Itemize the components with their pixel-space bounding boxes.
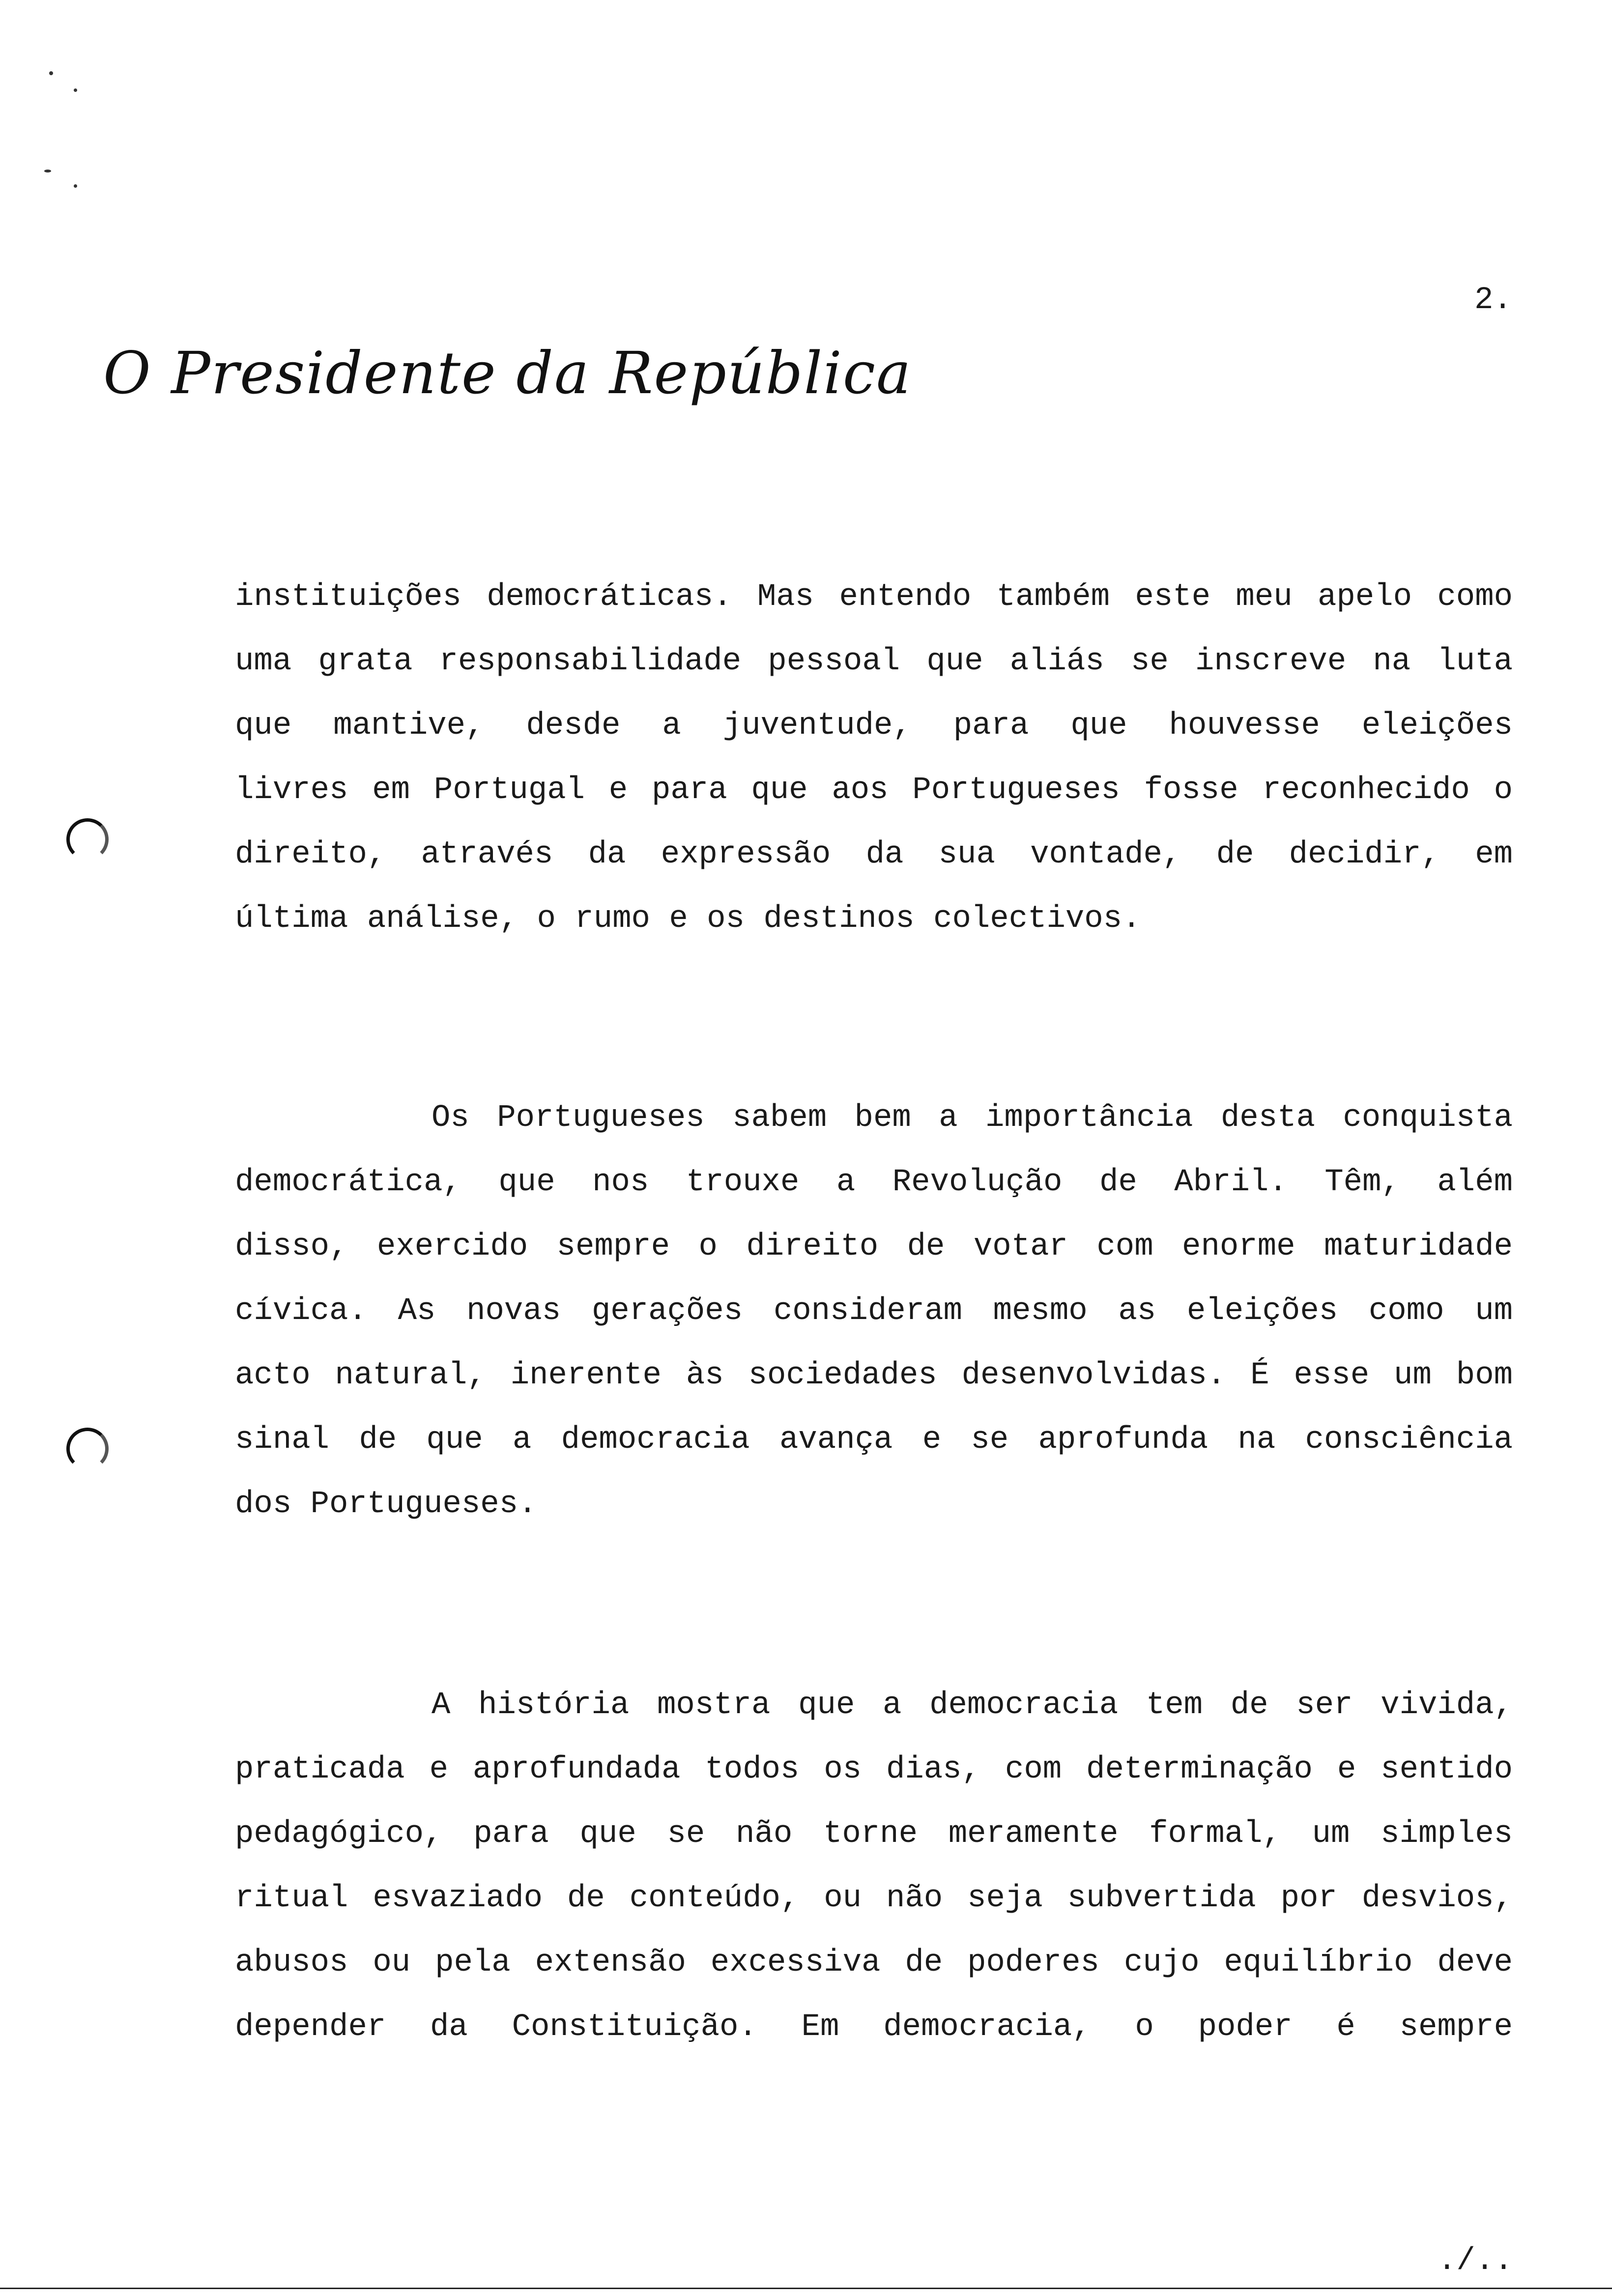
text-line: praticada e aprofundada todos os dias, com determinação e sentido [235, 1752, 1513, 1787]
text-line: cívica. As novas gerações consideram mesmo as eleições como um [235, 1293, 1513, 1329]
body-paragraph-2 [235, 1086, 1513, 1537]
text-line: sinal de que a democracia avança e se aprofunda na consciência [235, 1422, 1513, 1458]
punch-hole [66, 818, 109, 861]
text-line: instituições democráticas. Mas entendo também este meu apelo como [235, 579, 1513, 615]
punch-hole [66, 1428, 109, 1470]
text-line: que mantive, desde a juventude, para que houvesse eleições [235, 708, 1513, 744]
continuation-mark: ./.. [1438, 2243, 1513, 2279]
scan-speck [74, 88, 77, 92]
body-paragraph-3 [235, 1673, 1513, 2060]
text-line: democrática, que nos trouxe a Revolução de Abril. Têm, além [235, 1165, 1513, 1200]
body-paragraph-1 [235, 565, 1513, 951]
text-line: depender da Constituição. Em democracia, o poder é sempre [235, 2009, 1513, 2045]
scan-speck [49, 71, 53, 75]
text-line: Os Portugueses sabem bem a importância desta conquista [432, 1100, 1513, 1136]
text-line: acto natural, inerente às sociedades desenvolvidas. É esse um bom [235, 1358, 1513, 1393]
text-line: última análise, o rumo e os destinos colectivos. [235, 901, 1141, 937]
text-line: uma grata responsabilidade pessoal que aliás se inscreve na luta [235, 644, 1513, 679]
scan-speck [74, 184, 77, 188]
page-bottom-edge [0, 2288, 1612, 2289]
text-line: pedagógico, para que se não torne meramente formal, um simples [235, 1816, 1513, 1852]
text-line: dos Portugueses. [235, 1487, 537, 1522]
text-line: livres em Portugal e para que aos Portugueses fosse reconhecido o [235, 773, 1513, 808]
text-line: A história mostra que a democracia tem de ser vivida, [432, 1688, 1513, 1723]
text-line: direito, através da expressão da sua vontade, de decidir, em [235, 837, 1513, 872]
text-line: ritual esvaziado de conteúdo, ou não seja subvertida por desvios, [235, 1881, 1513, 1916]
scan-speck [44, 170, 51, 172]
text-line: abusos ou pela extensão excessiva de poderes cujo equilíbrio deve [235, 1945, 1513, 1980]
letterhead-title: O Presidente da República [103, 339, 912, 407]
page-number: 2. [1474, 283, 1512, 318]
text-line: disso, exercido sempre o direito de votar com enorme maturidade [235, 1229, 1513, 1264]
